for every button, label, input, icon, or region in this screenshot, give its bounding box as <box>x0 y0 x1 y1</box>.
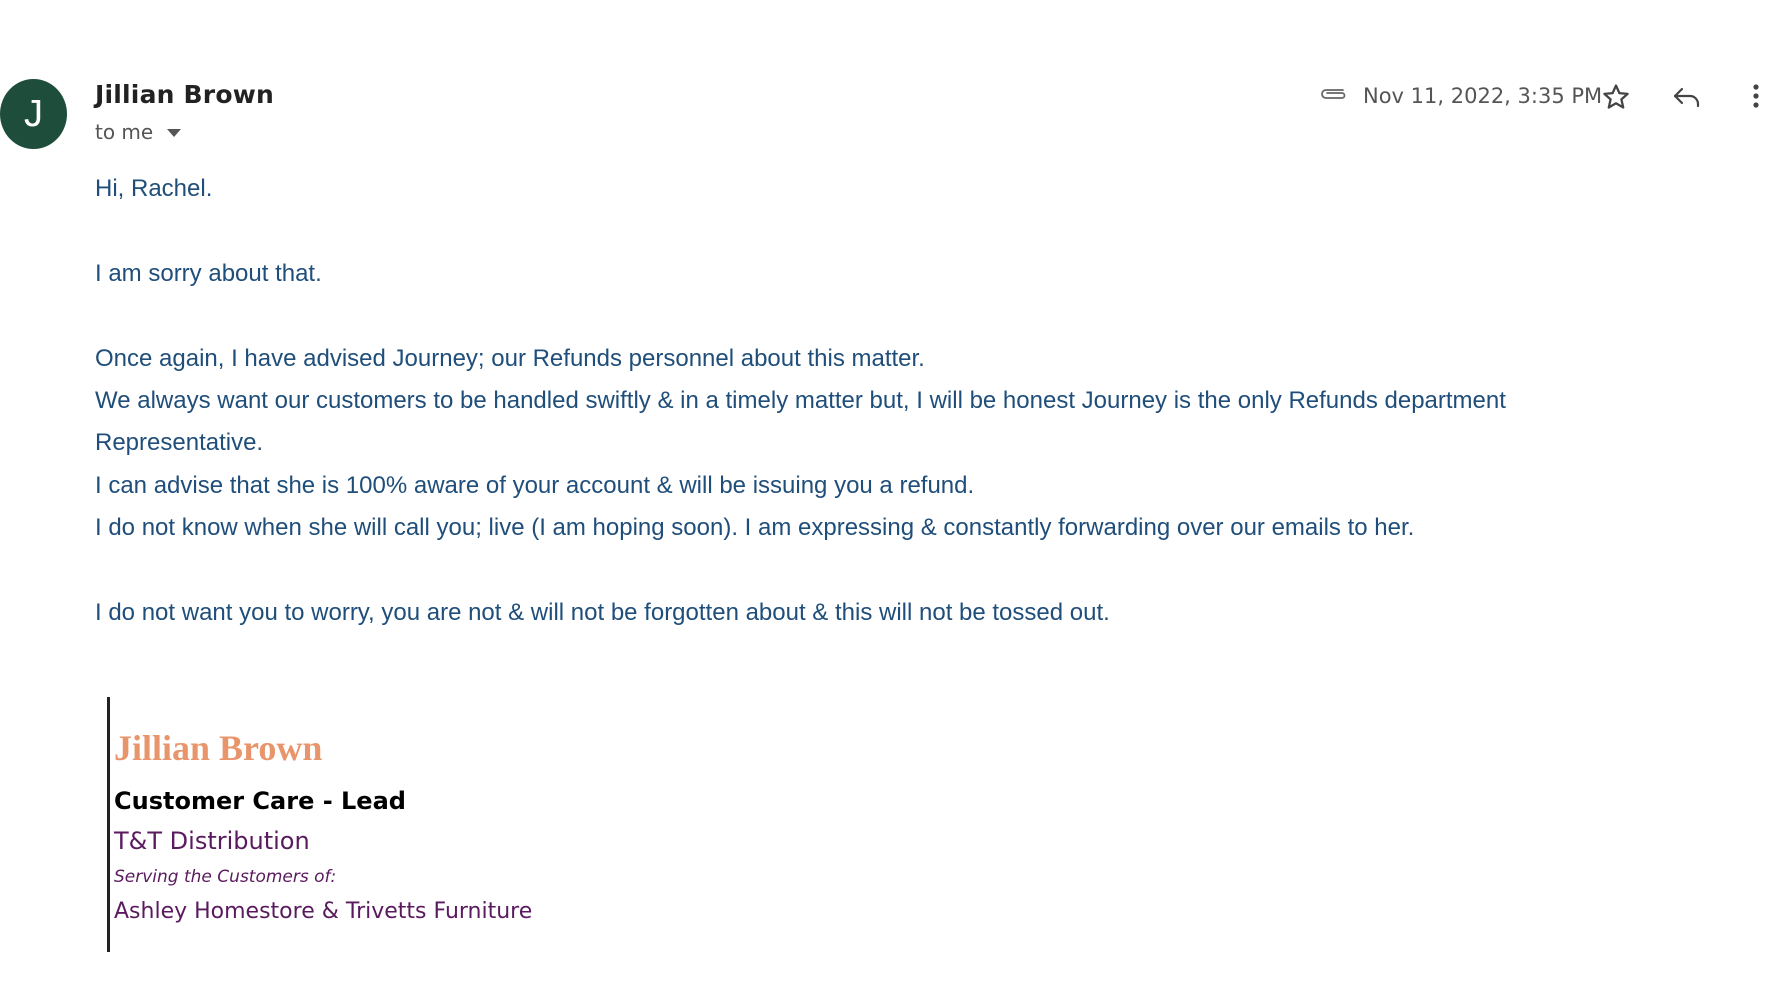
message-body <box>95 168 1695 634</box>
message-line: Once again, I have advised Journey; our Refunds personnel about this matter. <box>95 344 925 372</box>
sender-name[interactable]: Jillian Brown <box>95 80 275 109</box>
sender-avatar[interactable] <box>0 79 67 149</box>
avatar-initial: J <box>24 92 43 135</box>
message-line: We always want our customers to be handled swiftly & in a timely matter but, I will be honest Journey is the only Refunds department <box>95 387 1506 414</box>
message-line: I do not know when she will call you; live (I am hoping soon). I am expressing & constantly forwarding over our emails to her. <box>95 514 1415 542</box>
signature-company: T&T Distribution <box>114 827 310 855</box>
greeting-line: Hi, Rachel. <box>95 175 213 202</box>
reply-icon[interactable] <box>1672 84 1702 115</box>
message-line: I am sorry about that. <box>95 259 322 287</box>
message-line: I do not want you to worry, you are not & will not be forgotten about & this will not be tossed out. <box>95 599 1110 627</box>
signature-serving: Serving the Customers of: <box>114 867 337 887</box>
email-signature <box>107 697 914 952</box>
recipient-details-toggle[interactable] <box>95 120 181 144</box>
signature-name: Jillian Brown <box>114 728 323 768</box>
attachment-icon <box>1318 84 1348 109</box>
more-vert-icon[interactable] <box>1749 82 1763 117</box>
message-line: I can advise that she is 100% aware of your account & will be issuing you a refund. <box>95 471 975 499</box>
recipient-label: to me <box>95 120 154 144</box>
message-line: Representative. <box>95 429 264 457</box>
chevron-down-icon[interactable] <box>167 129 181 137</box>
message-timestamp: Nov 11, 2022, 3:35 PM <box>1363 84 1603 108</box>
star-icon[interactable] <box>1601 82 1631 117</box>
signature-title: Customer Care - Lead <box>114 787 406 815</box>
signature-brands: Ashley Homestore & Trivetts Furniture <box>114 899 533 924</box>
